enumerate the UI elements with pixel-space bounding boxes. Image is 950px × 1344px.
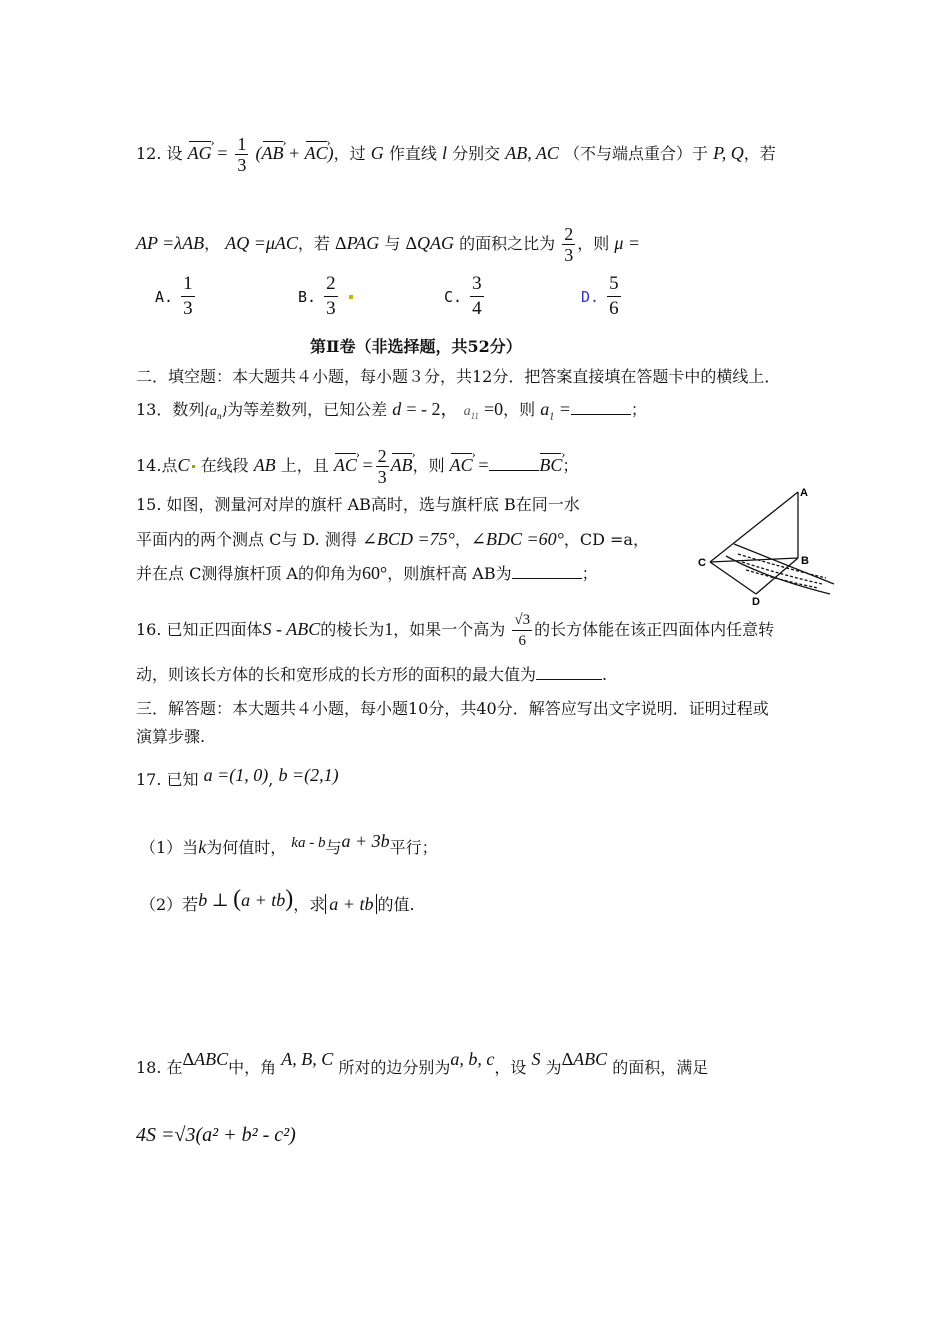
q12-line1: 12. 设 AG › = $\frac{1}{3}$ (AB › + AC ›)，过 G 作直线 l 分别交 AB, AC （不与端点重合）于 P, Q，若 [136, 134, 776, 175]
option-a[interactable]: A. $\frac{1}{3}$ [155, 273, 193, 319]
solve-intro-1: 三．解答题：本大题共４小题，每小题10分，共40分．解答应写出文字说明．证明过程或 [136, 699, 769, 718]
figure-label-c: C [698, 557, 706, 569]
q16-line1: 16. 已知正四面体S - ABC的棱长为1，如果一个高为 $\frac{√3}{6}$ 的长方体能在该正四面体内任意转 [136, 612, 775, 649]
q15-figure [694, 484, 844, 606]
answer-blank[interactable] [571, 414, 631, 415]
q13: 13．数列$\{a_n\}$为等差数列，已知公差 d = - 2， $a_{11} =0$，则 $a_1$ = ； [136, 399, 647, 423]
answer-blank[interactable] [512, 578, 582, 579]
option-d[interactable]: D. $\frac{5}{6}$ [581, 273, 619, 319]
q12-line2: AP =λAB， AQ =μAC，若 ΔPAG 与 ΔQAG 的面积之比为 $\frac{2}{3}$ ，则 μ = [136, 224, 641, 265]
answer-blank[interactable] [489, 470, 539, 471]
q17-part2: （2）若b ⊥ (a + tb)，求 a + tb 的值. [140, 886, 415, 914]
q12-number: 12. [136, 144, 162, 163]
section-2-title: 第Ⅱ卷（非选择题，共52分） [310, 337, 522, 356]
q18-formula: 4S =√3(a² + b² - c²) [136, 1124, 296, 1146]
q18: 18. 在ΔABC中，角 A, B, C 所对的边分别为a, b, c，设 S 为ΔABC 的面积，满足 [136, 1049, 709, 1077]
q17-part1: （1）当k为何值时， ka - b与a + 3b平行； [140, 831, 438, 857]
option-b[interactable]: B. $\frac{2}{3}$ [298, 272, 353, 321]
marker-dot [349, 295, 353, 299]
solve-intro-2: 演算步骤. [136, 727, 206, 746]
fraction-one-third: $\frac{1}{3}$ [237, 134, 247, 175]
q15-line1: 15. 如图，测量河对岸的旗杆 AB高时，选与旗杆底 B在同一水 [136, 495, 580, 514]
q16-line2: 动，则该长方体的长和宽形成的长方形的面积的最大值为 . [136, 665, 608, 684]
fill-intro: 二．填空题：本大题共４小题，每小题３分，共12分．把答案直接填在答题卡中的横线上． [136, 367, 781, 386]
option-c[interactable]: C. $\frac{3}{4}$ [444, 273, 482, 319]
answer-blank[interactable] [536, 679, 602, 680]
q17: 17. 已知 a =(1, 0), b =(2,1) [136, 765, 339, 789]
q14: 14.点C 在线段 AB 上，且 AC › = $\frac{2}{3}$ AB ›，则 AC › = BC ›； [136, 446, 578, 487]
q15-line2: 平面内的两个测点 C与 D. 测得 ∠BCD =75°，∠BDC =60°，CD =a， [136, 529, 649, 549]
q15-line3: 并在点 C测得旗杆顶 A的仰角为60°，则旗杆高 AB为 ； [136, 563, 598, 583]
figure-label-d: D [752, 596, 760, 606]
figure-label-b: B [801, 555, 809, 567]
figure-label-a: A [800, 487, 808, 499]
